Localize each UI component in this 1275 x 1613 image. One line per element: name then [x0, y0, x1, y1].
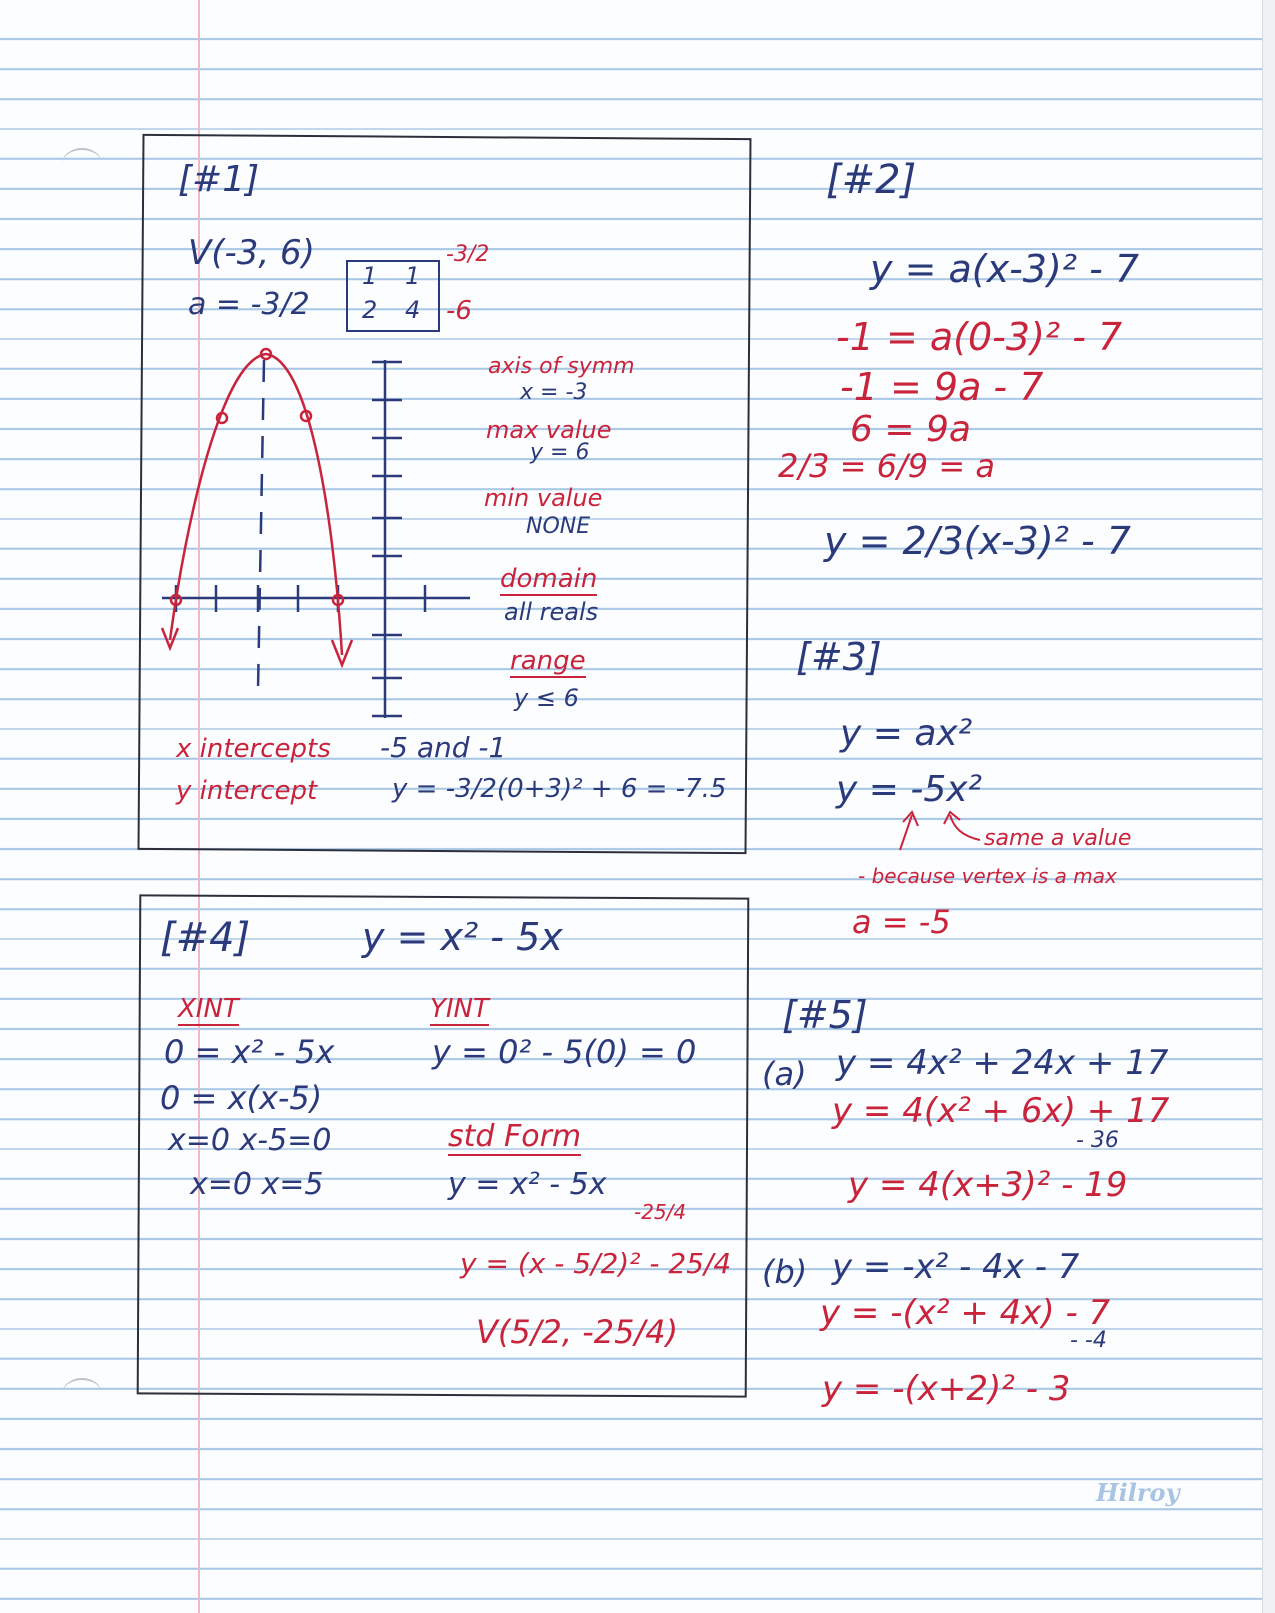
xint-line: x=0 x=5: [190, 1167, 324, 1202]
axis-value: x = -3: [520, 380, 588, 405]
p3-answer: a = -5: [852, 903, 951, 941]
a-value-text: a = -3/2: [188, 287, 310, 322]
p5a-prefix: (a): [762, 1055, 807, 1093]
yint-heading: YINT: [430, 994, 489, 1024]
p4-equation: y = x² - 5x: [362, 915, 563, 959]
xint-heading: XINT: [178, 994, 239, 1024]
p5b-line: y = -(x² + 4x) - 7: [820, 1293, 1111, 1333]
vertex-text: V(-3, 6): [188, 233, 315, 273]
std-form-line: y = (x - 5/2)² - 25/4: [460, 1247, 732, 1280]
p2-line: -1 = a(0-3)² - 7: [836, 315, 1123, 359]
step-table-cell: 1: [405, 262, 421, 290]
range-value: y ≤ 6: [514, 684, 579, 712]
axis-label: axis of symm: [488, 354, 635, 379]
p5b-side: - -4: [1070, 1328, 1107, 1353]
domain-value: all reals: [504, 598, 599, 626]
range-label: range: [510, 646, 586, 676]
problem-3-label: [#3]: [796, 635, 882, 679]
p3-line: y = -5x²: [836, 769, 982, 810]
max-label: max value: [486, 416, 612, 444]
p5b-line: y = -x² - 4x - 7: [832, 1247, 1080, 1287]
step-table-side: -6: [446, 296, 472, 326]
min-value: NONE: [526, 514, 591, 539]
step-table-cell: 4: [405, 296, 421, 324]
step-table-cell: 1: [362, 262, 378, 290]
min-label: min value: [484, 484, 603, 512]
p2-line: 2/3 = 6/9 = a: [778, 447, 995, 485]
p2-line: -1 = 9a - 7: [840, 365, 1044, 409]
p5b-line: y = -(x+2)² - 3: [822, 1369, 1071, 1409]
x-intercepts-value: -5 and -1: [380, 731, 507, 764]
std-form-line: y = x² - 5x: [448, 1167, 607, 1202]
p5a-line: y = 4(x² + 6x) + 17: [832, 1091, 1170, 1131]
p4-vertex: V(5/2, -25/4): [476, 1313, 679, 1351]
xint-line: x=0 x-5=0: [168, 1123, 332, 1158]
p2-answer: y = 2/3(x-3)² - 7: [824, 519, 1131, 563]
y-intercept-label: y intercept: [176, 776, 318, 806]
p3-note: - because vertex is a max: [858, 864, 1117, 888]
p3-line: y = ax²: [840, 713, 973, 754]
p5a-side: - 36: [1076, 1128, 1119, 1153]
problem-2-label: [#2]: [826, 157, 917, 203]
y-intercept-value: y = -3/2(0+3)² + 6 = -7.5: [392, 774, 727, 804]
problem-1-label: [#1]: [178, 159, 260, 200]
step-table-cell: 2: [362, 296, 378, 324]
p5a-line: y = 4x² + 24x + 17: [836, 1043, 1169, 1083]
brand-logo: Hilroy: [1096, 1478, 1180, 1507]
xint-line: 0 = x(x-5): [160, 1079, 323, 1117]
p3-note: same a value: [984, 826, 1132, 851]
x-intercepts-label: x intercepts: [176, 734, 331, 764]
p2-line: 6 = 9a: [850, 409, 971, 450]
p2-line: y = a(x-3)² - 7: [870, 247, 1140, 291]
p5b-prefix: (b): [762, 1253, 808, 1291]
problem-5-label: [#5]: [782, 993, 868, 1037]
step-table-side: -3/2: [446, 242, 490, 267]
std-form-heading: std Form: [448, 1119, 582, 1154]
std-form-side: -25/4: [634, 1200, 687, 1224]
yint-line: y = 0² - 5(0) = 0: [432, 1033, 697, 1071]
max-value: y = 6: [530, 440, 590, 465]
p5a-line: y = 4(x+3)² - 19: [848, 1165, 1128, 1205]
xint-line: 0 = x² - 5x: [164, 1033, 335, 1071]
domain-label: domain: [500, 564, 598, 594]
problem-4-label: [#4]: [160, 915, 251, 961]
